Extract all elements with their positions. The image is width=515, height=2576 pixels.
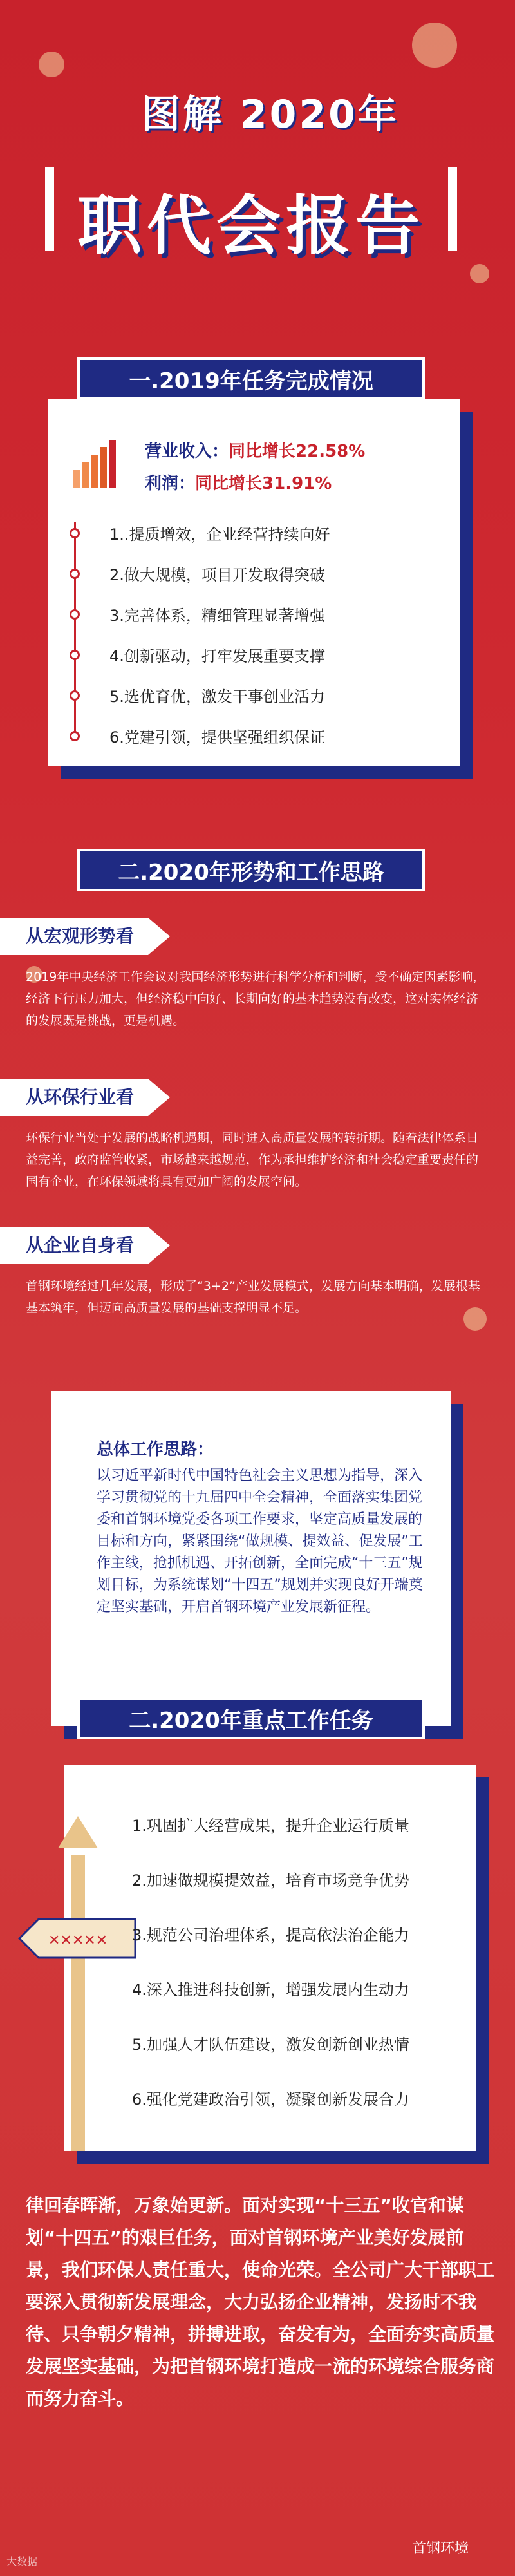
timeline-dot (70, 569, 80, 579)
task-item: 1.巩固扩大经营成果，提升企业运行质量 (132, 1817, 409, 1835)
header-title: 图解 2020年 (142, 92, 399, 137)
task-item: 5.加强人才队伍建设，激发创新创业热情 (132, 2036, 409, 2054)
task-item: 2.加速做规模提效益，培育市场竞争优势 (132, 1871, 409, 1889)
task-item: 6.强化党建政治引领，凝聚创新发展合力 (132, 2090, 409, 2108)
section-3-title: 二.2020年重点工作任务 (77, 1697, 425, 1739)
timeline-dot (70, 609, 80, 620)
list-item: 1..提质增效，企业经营持续向好 (109, 526, 330, 544)
list-item: 3.完善体系，精细管理显著增强 (109, 607, 325, 625)
paragraph-macro: 2019年中央经济工作会议对我国经济形势进行科学分析和判断，受不确定因素影响，经济下行压力加大，但经济稳中向好、长期向好的基本趋势没有改变，这对实体经济的发展既是挑战，更是机遇。 (26, 970, 485, 1028)
decor-dot (39, 52, 64, 77)
task-item: 4.深入推进科技创新，增强发展内生动力 (132, 1981, 409, 1999)
timeline-dot (70, 650, 80, 660)
timeline-dot (70, 528, 80, 538)
timeline-dot (70, 690, 80, 701)
revenue-label: 营业收入： (145, 442, 229, 461)
svg-text:✕✕✕✕✕: ✕✕✕✕✕ (48, 1933, 108, 1949)
watermark-text: 大数据 (6, 2555, 38, 2568)
revenue-row (145, 438, 365, 462)
thinking-title: 总体工作思路： (97, 1440, 214, 1459)
tag-macro: 从宏观形势看 (0, 918, 148, 955)
thinking-text: 以习近平新时代中国特色社会主义思想为指导，深入学习贯彻党的十九届四中全会精神，全面落实集团党委和首钢环境党委各项工作要求，坚定高质量发展的目标和方向，紧紧围绕“做规模、提效益、促发展”工作主线，抢抓机遇、开拓创新，全面完成“十三五”规划目标，为系统谋划“十四五”规划并实现良好开端奠定坚实基础，开启首钢环境产业发展新征程。 (97, 1468, 423, 1615)
paragraph-company: 首钢环境经过几年发展，形成了“3+2”产业发展模式，发展方向基本明确，发展根基基本筑牢，但迈向高质量发展的基础支撑明显不足。 (26, 1279, 480, 1315)
list-item: 2.做大规模，项目开发取得突破 (109, 566, 325, 584)
bracket-right (448, 167, 457, 251)
timeline-dot (70, 731, 80, 741)
tag-industry: 从环保行业看 (0, 1079, 148, 1116)
header-title-box (45, 161, 457, 263)
bracket-left (45, 167, 54, 251)
task-item: 3.规范公司治理体系，提高依法治企能力 (132, 1926, 409, 1944)
section-1-title: 一.2019年任务完成情况 (77, 357, 425, 400)
closing-paragraph: 律回春晖渐，万象始更新。面对实现“十三五”收官和谋划“十四五”的艰巨任务，面对首钢环境产业美好发展前景，我们环保人责任重大，使命光荣。全公司广大干部职工要深入贯彻新发展理念，大力弘扬企业精神，发扬时不我待、只争朝夕精神，拼搏进取，奋发有为，全面夯实高质量发展坚实基础，为把首钢环境打造成一流的环境综合服务商而努力奋斗。 (26, 2195, 495, 2409)
tag-company: 从企业自身看 (0, 1227, 148, 1264)
decor-dot (470, 264, 489, 283)
paragraph-industry: 环保行业当处于发展的战略机遇期，同时进入高质量发展的转折期。随着法律体系日益完善，政府监管收紧，市场越来越规范，作为承担维护经济和社会稳定重要责任的国有企业，在环保领域将具有更加广阔的发展空间。 (26, 1131, 479, 1189)
profit-value: 同比增长31.91% (195, 474, 332, 493)
timeline-line (74, 522, 76, 734)
header-main-title: 职代会报告 (77, 188, 425, 263)
list-item: 5.选优育优，激发干事创业活力 (109, 688, 325, 706)
signpost-icon (13, 1816, 142, 2151)
profit-label: 利润： (145, 474, 196, 493)
profit-row (145, 470, 332, 494)
revenue-value: 同比增长22.58% (229, 442, 366, 461)
list-item: 4.创新驱动，打牢发展重要支撑 (109, 647, 325, 665)
list-item: 6.党建引领，提供坚强组织保证 (109, 728, 325, 746)
brand-name: 首钢环境 (412, 2541, 469, 2557)
section-2-title: 二.2020年形势和工作思路 (77, 849, 425, 891)
bar-chart-icon (71, 438, 122, 489)
decor-dot (412, 23, 457, 68)
